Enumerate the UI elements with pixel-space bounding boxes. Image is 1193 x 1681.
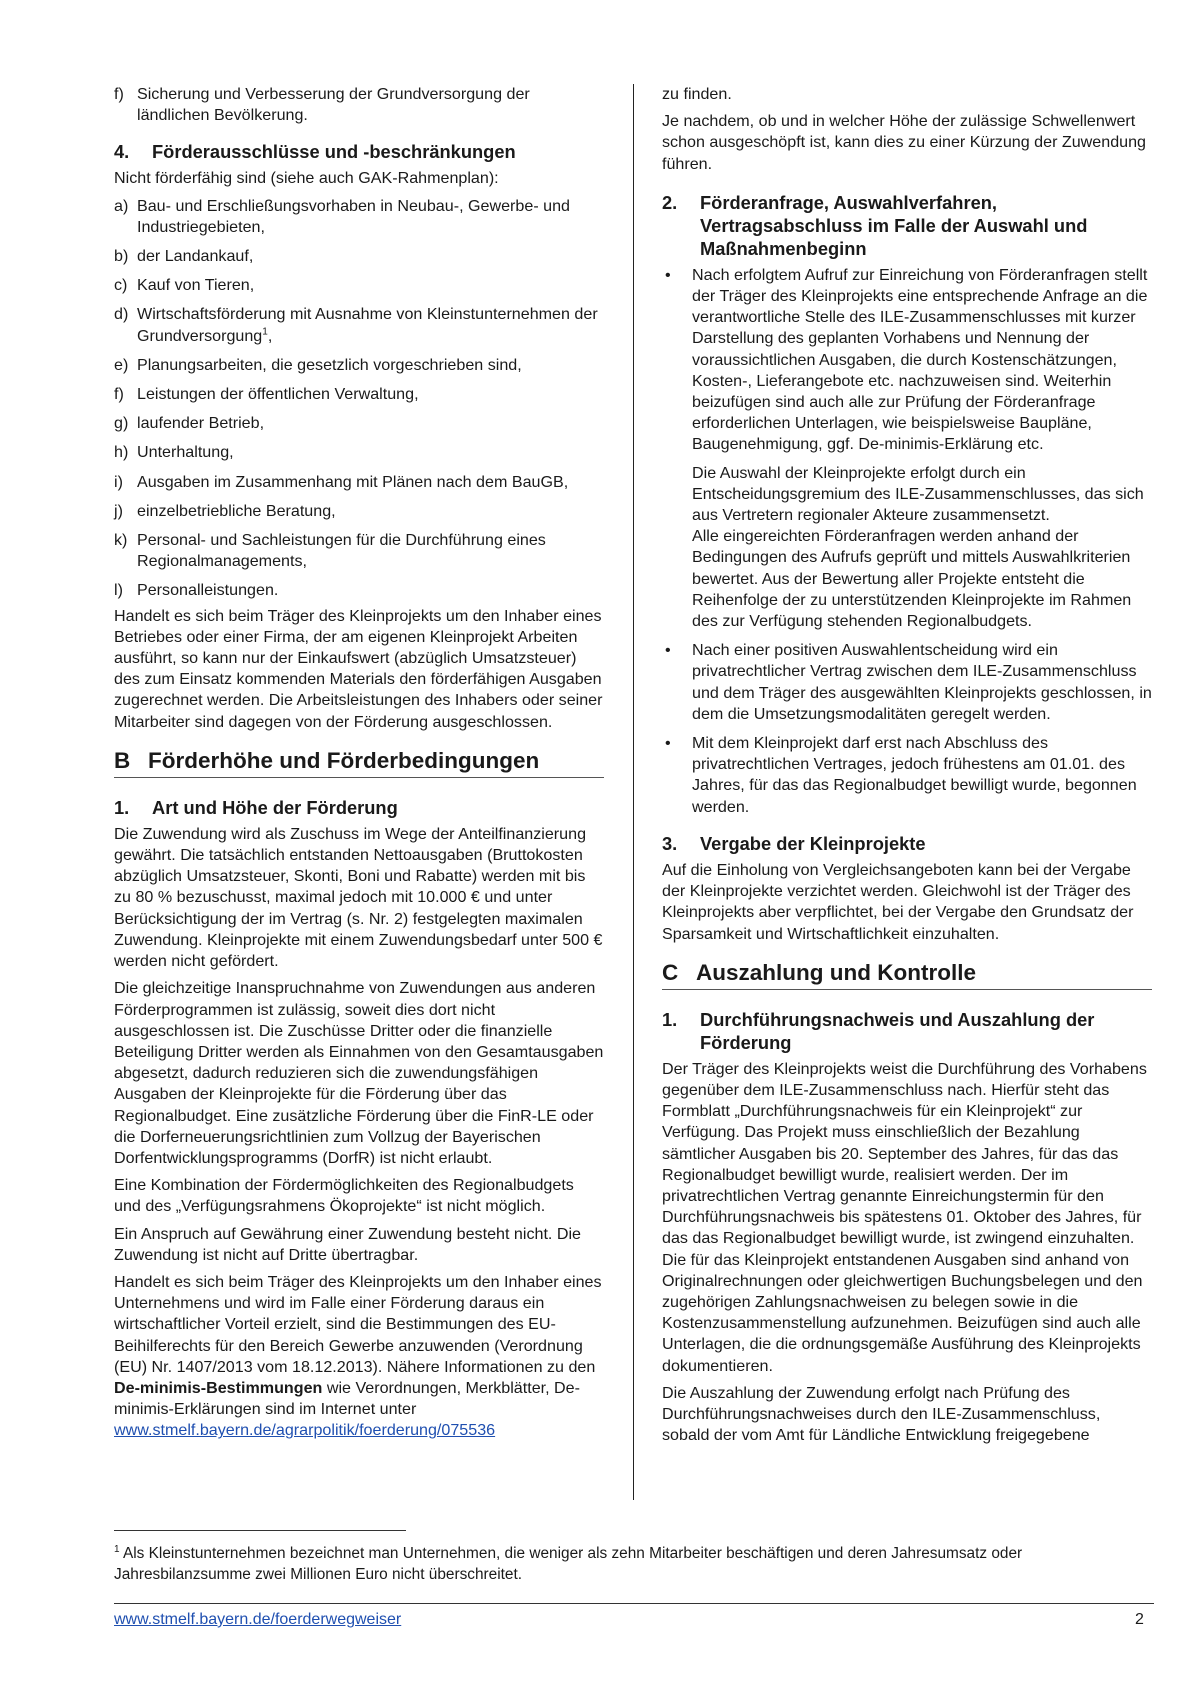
list-item bbox=[114, 246, 604, 267]
bullet-text: Nach einer positiven Auswahlentscheidung wird ein privatrechtlicher Vertrag zwischen dem ILE-Zusammenschluss und dem Träger des ausgewählten Kleinprojekts geschlossen, in dem die Umsetzungsmodalitäten geregelt werden. bbox=[692, 641, 1152, 723]
footnote-separator bbox=[114, 1530, 406, 1531]
bullet-paragraph: Die Auswahl der Kleinprojekte erfolgt durch ein Entscheidungsgremium des ILE-Zusammenschlusses, das sich aus Vertretern regionaler Akteure zusammensetzt. bbox=[692, 463, 1144, 525]
section-heading-b1 bbox=[114, 796, 604, 819]
list-item-text: Sicherung und Verbesserung der Grundversorgung der ländlichen Bevölkerung. bbox=[137, 85, 530, 125]
footnote-reference[interactable]: 1 bbox=[262, 326, 268, 338]
list-item-label: b) bbox=[114, 247, 129, 266]
list-item bbox=[114, 304, 604, 346]
list-item-text-after: , bbox=[267, 326, 273, 345]
list-item-label: i) bbox=[114, 472, 123, 491]
list-item bbox=[114, 355, 604, 376]
bullet-text bbox=[692, 265, 1152, 632]
section-title: Durchführungsnachweis und Auszahlung der Förderung bbox=[700, 1008, 1095, 1053]
list-item bbox=[114, 84, 604, 126]
section-title: Förderausschlüsse und -beschränkungen bbox=[152, 141, 516, 163]
paragraph: Auf die Einholung von Vergleichsangeboten kann bei der Vergabe der Kleinprojekte verzichtet werden. Gleichwohl ist der Träger des Kleinprojekts aber verpflichtet, bei der Vergabe den Grundsatz der Sparsamkeit und Wirtschaftlichkeit einzuhalten. bbox=[662, 860, 1134, 943]
paragraph: Ein Anspruch auf Gewährung einer Zuwendung besteht nicht. Die Zuwendung ist nicht auf Dritte übertragbar. bbox=[114, 1224, 582, 1264]
bullet-text: Mit dem Kleinprojekt darf erst nach Abschluss des privatrechtlichen Vertrages, jedoch frühestens am 01.01. des Jahres, für das das Regionalbudget bewilligt wurde, begonnen werden. bbox=[692, 734, 1137, 816]
paragraph bbox=[114, 1272, 604, 1442]
footnote-text: Als Kleinstunternehmen bezeichnet man Unternehmen, die weniger als zehn Mitarbeiter beschäftigen und deren Jahresumsatz oder Jahresbilanzsumme zwei Millionen Euro nicht überschreitet. bbox=[114, 1545, 1023, 1583]
list-item-label: e) bbox=[114, 355, 129, 374]
left-column bbox=[114, 84, 604, 1448]
bullet-icon: • bbox=[665, 641, 671, 660]
list-item-text: der Landankauf, bbox=[137, 247, 254, 266]
list-item bbox=[114, 501, 604, 522]
list-item-label: l) bbox=[114, 581, 123, 600]
footnote bbox=[114, 1544, 1154, 1585]
paragraph: Die Auszahlung der Zuwendung erfolgt nach Prüfung des Durchführungsnachweises durch den ILE-Zusammenschluss, sobald der vom Amt für Ländliche Entwicklung freigegebene bbox=[662, 1383, 1101, 1445]
list-item-text: Unterhaltung, bbox=[137, 443, 234, 462]
section-heading-4 bbox=[114, 140, 604, 163]
bold-term: De-minimis-Bestimmungen bbox=[114, 1378, 323, 1397]
list-item-label: h) bbox=[114, 443, 129, 462]
exclusion-list bbox=[114, 196, 604, 602]
bullet-icon: • bbox=[665, 265, 671, 284]
list-item bbox=[114, 384, 604, 405]
section-number: 1. bbox=[114, 796, 130, 818]
paragraph: Eine Kombination der Fördermöglichkeiten des Regionalbudgets und des „Verfügungsrahmens Ökoprojekte“ ist nicht möglich. bbox=[114, 1176, 574, 1216]
footer-rule bbox=[114, 1603, 1154, 1604]
section-number: 1. bbox=[662, 1008, 678, 1030]
list-item-text: einzelbetriebliche Beratung, bbox=[137, 501, 336, 520]
paragraph: Nicht förderfähig sind (siehe auch GAK-Rahmenplan): bbox=[114, 169, 499, 188]
paragraph: Die Zuwendung wird als Zuschuss im Wege der Anteilfinanzierung gewährt. Die tatsächlich entstanden Nettoausgaben (Bruttokosten abzüglich Umsatzsteuer, Skonti, Boni und Rabatte) werden mit bis zu 80 % bezuschusst, maximal jedoch mit 10.000 € und unter Berücksichtigung der im Vertrag (s. Nr. 2) festgelegten maximalen Zuwendung. Kleinprojekte mit einem Zuwendungsbedarf unter 500 € werden nicht gefördert. bbox=[114, 824, 603, 971]
paragraph-text: Handelt es sich beim Träger des Kleinprojekts um den Inhaber eines Unternehmens und wird im Falle einer Förderung daraus ein wirtschaftlicher Vorteil erzielt, sind die Bestimmungen des EU- Beihilferechts für den Bereich Gewerbe anzuwenden (Verordnung (EU) Nr. 1407/2013 vom 18.12.2013). Nähere Informationen zu den bbox=[114, 1272, 602, 1376]
footer-link[interactable]: www.stmelf.bayern.de/foerderwegweiser bbox=[114, 1611, 402, 1628]
list-item-text: Leistungen der öffentlichen Verwaltung, bbox=[137, 385, 419, 404]
list-item bbox=[114, 413, 604, 434]
list-item-label: c) bbox=[114, 276, 128, 295]
bullet-icon: • bbox=[665, 734, 671, 753]
list-item-text: Planungsarbeiten, die gesetzlich vorgeschrieben sind, bbox=[137, 355, 522, 374]
right-column bbox=[662, 84, 1152, 1452]
paragraph-text: wie Verordnungen, Merkblätter, De-minimis-Erklärungen sind im Internet unter bbox=[114, 1378, 580, 1419]
list-item-text-main: Wirtschaftsförderung mit Ausnahme von Kleinstunternehmen der Grundversorgung bbox=[137, 305, 598, 345]
paragraph: Der Träger des Kleinprojekts weist die Durchführung des Vorhabens gegenüber dem ILE-Zusammenschluss nach. Hierfür steht das Formblatt „Durchführungsnachweis für ein Kleinprojekt“ zur Verfügung. Das Projekt muss einschließlich der Bezahlung sämtlicher Ausgaben bis 20. September des Jahres, für das das Regionalbudget bewilligt wurde, realisiert werden. Der im privatrechtlichen Vertrag genannte Einreichungstermin für den Durchführungsnachweis bis spätestens 01. Oktober des Jahres, für das das Regionalbudget bewilligt wurde, ist zwingend einzuhalten. Die für das Kleinprojekt entstandenen Ausgaben sind anhand von Originalrechnungen oder gleichwertigen Buchungsbelegen und den zugehörigen Zahlungsnachweisen zu belegen sowie in die Kostenzusammenstellung aufzunehmen. Beizufügen sind auch alle Unterlagen, die die ordnungsgemäße Ausführung des Kleinprojekts dokumentieren. bbox=[662, 1059, 1147, 1375]
list-item-text: Personalleistungen. bbox=[137, 581, 279, 600]
list-item-text: Bau- und Erschließungsvorhaben in Neubau-, Gewerbe- und Industriegebieten, bbox=[137, 196, 570, 236]
paragraph: Die gleichzeitige Inanspruchnahme von Zuwendungen aus anderen Förderprogrammen ist zulässig, soweit dies dort nicht ausgeschlossen ist. Die Zuschüsse Dritter oder die finanzielle Beteiligung Dritter werden als Einnahmen von den Gesamtausgaben abgesetzt, dadurch reduzieren sich die zuwendungsfähigen Ausgaben der Kleinprojekte für die Förderung über das Regionalbudget. Eine zusätzliche Förderung über die FinR-LE oder die Dorferneuerungsrichtlinien zum Vollzug der Bayerischen Dorfentwicklungsprogramms (DorfR) ist nicht erlaubt. bbox=[114, 979, 604, 1167]
list-item-label: g) bbox=[114, 414, 129, 433]
column-divider bbox=[633, 84, 634, 1500]
paragraph: zu finden. bbox=[662, 85, 732, 103]
list-item-label: a) bbox=[114, 196, 129, 215]
de-minimis-link[interactable]: www.stmelf.bayern.de/agrarpolitik/foerderung/075536 bbox=[114, 1421, 496, 1440]
paragraph: Handelt es sich beim Träger des Kleinprojekts um den Inhaber eines Betriebes oder einer Firma, der am eigenen Kleinprojekt Arbeiten ausführt, so kann nur der Einkaufswert (abzüglich Umsatzsteuer) des zum Einsatz kommenden Materials den förderfähigen Ausgaben zugerechnet werden. Die Arbeitsleistungen des Inhabers oder seiner Mitarbeiter sind dagegen von der Förderung ausgeschlossen. bbox=[114, 606, 603, 731]
list-item-label: k) bbox=[114, 531, 128, 550]
section-title: Förderanfrage, Auswahlverfahren, Vertragsabschluss im Falle der Auswahl und Maßnahmenbeginn bbox=[700, 191, 1088, 259]
list-item bbox=[114, 472, 604, 493]
list-item-label: f) bbox=[114, 85, 124, 103]
section-number: 2. bbox=[662, 191, 678, 213]
list-item bbox=[114, 196, 604, 238]
bullet-item bbox=[662, 265, 1152, 632]
page-number: 2 bbox=[1135, 1611, 1144, 1628]
list-item-label: f) bbox=[114, 385, 124, 404]
section-heading-2 bbox=[662, 191, 1152, 260]
list-item bbox=[114, 580, 604, 601]
section-number: 4. bbox=[114, 141, 130, 163]
bullet-paragraph: Alle eingereichten Förderanfragen werden anhand der Bedingungen des Aufrufs geprüft und mittels Auswahlkriterien bewertet. Aus der Bewertung aller Projekte entsteht die Reihenfolge der zu unterstützenden Kleinprojekte im Rahmen des zur Verfügung stehenden Regionalbudgets. bbox=[692, 527, 1132, 631]
paragraph: Je nachdem, ob und in welcher Höhe der zulässige Schwellenwert schon ausgeschöpft ist, kann dies zu einer Kürzung der Zuwendung führen. bbox=[662, 112, 1147, 173]
footnote-mark: 1 bbox=[114, 1543, 120, 1555]
list-item-text: Ausgaben im Zusammenhang mit Plänen nach dem BauGB, bbox=[137, 472, 569, 491]
part-title: Förderhöhe und Förderbedingungen bbox=[148, 747, 540, 773]
part-letter: C bbox=[662, 959, 679, 985]
part-letter: B bbox=[114, 747, 131, 773]
section-title: Vergabe der Kleinprojekte bbox=[700, 832, 926, 854]
section-title: Art und Höhe der Förderung bbox=[152, 796, 398, 818]
list-item-text: Personal- und Sachleistungen für die Durchführung eines Regionalmanagements, bbox=[137, 531, 546, 571]
list-item-text: Kauf von Tieren, bbox=[137, 276, 255, 295]
list-item-label: d) bbox=[114, 305, 129, 324]
part-heading-b bbox=[114, 747, 604, 778]
bullet-item bbox=[662, 640, 1152, 725]
list-item bbox=[114, 530, 604, 572]
section-heading-c1 bbox=[662, 1008, 1152, 1054]
section-number: 3. bbox=[662, 832, 678, 854]
bullet-paragraph: Nach erfolgtem Aufruf zur Einreichung von Förderanfragen stellt der Träger des Kleinprojekts eine entsprechende Anfrage an die verantwortliche Stelle des ILE-Zusammenschlusses mit kurzer Darstellung des geplanten Vorhabens und Nennung der voraussichtlichen Ausgaben, die durch Kostenschätzungen, Kosten-, Lieferangebote etc. nachzuweisen sind. Weiterhin beizufügen sind auch alle zur Prüfung der Förderanfrage erforderlichen Unterlagen, wie beispielsweise Baupläne, Baugenehmigung, ggf. De-minimis-Erklärung etc. bbox=[692, 265, 1148, 454]
section-heading-3 bbox=[662, 832, 1152, 855]
list-item-label: j) bbox=[114, 501, 123, 520]
list-item bbox=[114, 442, 604, 463]
part-heading-c bbox=[662, 959, 1152, 990]
list-item-text: laufender Betrieb, bbox=[137, 414, 265, 433]
list-item bbox=[114, 275, 604, 296]
bullet-item bbox=[662, 733, 1152, 818]
part-title: Auszahlung und Kontrolle bbox=[696, 959, 976, 985]
list-item-text bbox=[137, 304, 604, 346]
